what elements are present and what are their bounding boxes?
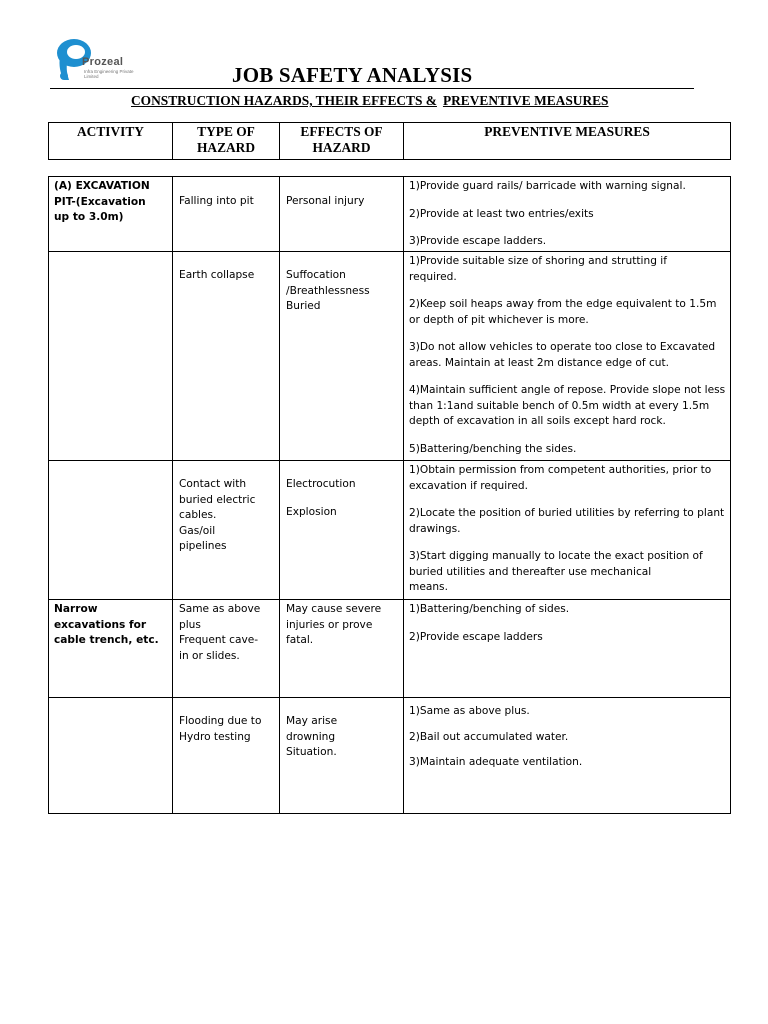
table-row: [49, 461, 731, 600]
measure-item: 2)Provide at least two entries/exits: [409, 207, 594, 220]
hazard-type-cell: Flooding due to Hydro testing: [179, 715, 262, 743]
header-measures: PREVENTIVE MEASURES: [404, 123, 731, 160]
measure-item: 4)Maintain sufficient angle of repose. Provide slope not less than 1:1and suitable bench of 0.5m width at every 1.5m depth of excavation in all soils except hard rock.: [409, 384, 726, 427]
company-logo: [52, 36, 152, 86]
header-type: TYPE OF HAZARD: [173, 123, 280, 160]
measures-cell: [404, 177, 731, 252]
measure-item: 5)Battering/benching the sides.: [409, 442, 577, 455]
table-row: [49, 252, 731, 461]
effects-cell: May cause severe injuries or prove fatal.: [286, 603, 382, 646]
measure-item: 1)Obtain permission from competent authorities, prior to excavation if required.: [409, 464, 712, 492]
activity-cell: Narrow excavations for cable trench, etc.: [54, 603, 159, 646]
logo-brand: Prozeal: [82, 56, 124, 68]
table-row: [49, 698, 731, 814]
measure-item: 2)Locate the position of buried utilities by referring to plant drawings.: [409, 507, 725, 535]
measures-cell: [404, 600, 731, 698]
activity-cell: [49, 252, 172, 254]
subtitle-part1: CONSTRUCTION HAZARDS, THEIR EFFECTS &: [131, 93, 437, 108]
measure-item: 1)Battering/benching of sides.: [409, 603, 570, 615]
effects-cell: May arise drowning Situation.: [286, 715, 338, 758]
measure-item: 3)Maintain adequate ventilation.: [409, 756, 583, 768]
header-effects: EFFECTS OF HAZARD: [280, 123, 404, 160]
subtitle-part2: PREVENTIVE MEASURES: [442, 93, 609, 108]
hazards-table: [48, 176, 731, 814]
measure-item: 2)Provide escape ladders: [409, 630, 543, 643]
header-activity: ACTIVITY: [49, 123, 173, 160]
hazard-type-cell: Contact with buried electric cables. Gas/oil pipelines: [179, 478, 256, 552]
measure-item: 3)Start digging manually to locate the exact position of buried utilities and thereafter use mechanical means.: [409, 550, 703, 593]
hazard-type-cell: Earth collapse: [179, 269, 255, 281]
activity-cell: (A) EXCAVATION PIT-(Excavation up to 3.0m): [54, 180, 150, 223]
table-row: [49, 177, 731, 252]
logo-tagline: Infra Engineering Private Limited: [84, 69, 134, 79]
measure-item: 3)Do not allow vehicles to operate too close to Excavated areas. Maintain at least 2m distance edge of cut.: [409, 341, 716, 369]
column-header-table: [48, 122, 731, 160]
measures-cell: [404, 698, 731, 814]
page-title: JOB SAFETY ANALYSIS: [232, 63, 473, 87]
measure-item: 1)Same as above plus.: [409, 705, 530, 717]
activity-cell: [49, 461, 172, 463]
hazard-type-cell: Falling into pit: [179, 195, 254, 207]
table-row: [49, 600, 731, 698]
measure-item: 1)Provide suitable size of shoring and strutting if required.: [409, 255, 667, 283]
effects-cell: Electrocution: [286, 478, 356, 490]
measure-item: 1)Provide guard rails/ barricade with warning signal.: [409, 180, 686, 192]
page-subtitle: [131, 93, 609, 109]
effects-cell: Explosion: [286, 505, 337, 518]
activity-cell: [49, 698, 172, 700]
hazard-type-cell: Same as above plus Frequent cave- in or slides.: [179, 603, 261, 662]
measure-item: 2)Bail out accumulated water.: [409, 730, 569, 743]
title-divider: [50, 88, 694, 89]
measure-item: 2)Keep soil heaps away from the edge equivalent to 1.5m or depth of pit whichever is more.: [409, 298, 717, 326]
measures-cell: [404, 252, 731, 461]
effects-cell: Personal injury: [286, 195, 365, 207]
effects-cell: Suffocation /Breathlessness Buried: [286, 269, 370, 312]
measures-cell: [404, 461, 731, 600]
measure-item: 3)Provide escape ladders.: [409, 235, 547, 247]
